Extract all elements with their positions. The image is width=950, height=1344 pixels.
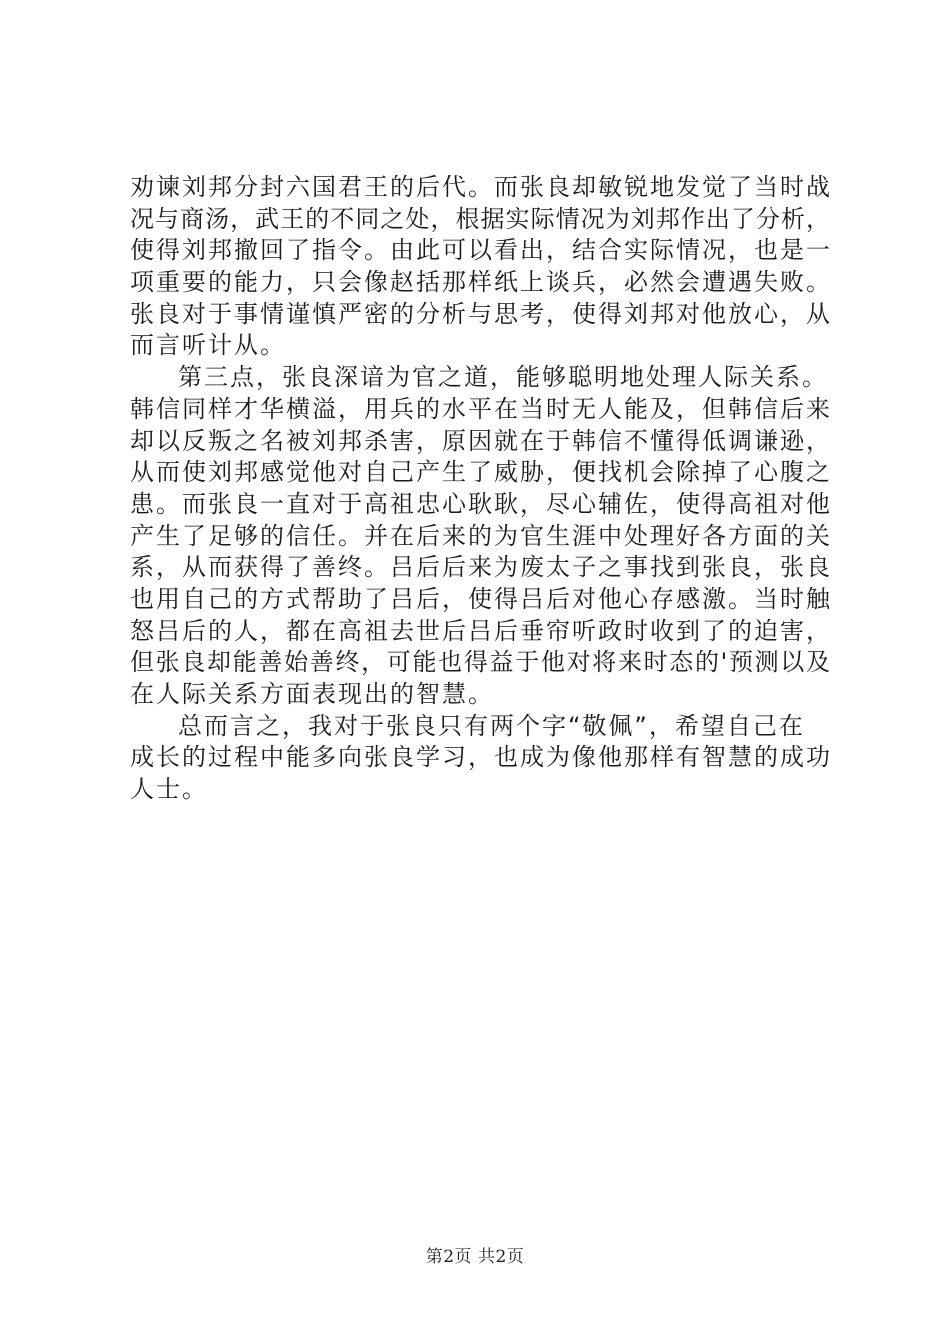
text-line: 系，从而获得了善终。吕后后来为废太子之事找到张良，张良 [130,553,830,582]
text-line: 却以反叛之名被刘邦杀害，原因就在于韩信不懂得低调谦逊， [130,426,830,455]
text-line: 也用自己的方式帮助了吕后，使得吕后对他心存感激。当时触 [130,584,830,613]
text-line: 而言听计从。 [130,331,286,360]
text-line: 但张良却能善始善终，可能也得益于他对将来时态的'预测以及 [130,648,830,677]
text-line: 患。而张良一直对于高祖忠心耿耿，尽心辅佐，使得高祖对他 [130,489,830,518]
body-text [130,172,830,806]
text-line: 怒吕后的人，都在高祖去世后吕后垂帘听政时收到了的迫害， [130,616,830,645]
page-footer [0,1242,950,1267]
page-number-label: 第2页 共2页 [425,1247,525,1267]
text-line: 劝谏刘邦分封六国君王的后代。而张良却敏锐地发觉了当时战 [130,173,830,201]
text-line: 韩信同样才华横溢，用兵的水平在当时无人能及，但韩信后来 [130,394,830,423]
paragraph-start-line: 第三点，张良深谙为官之道，能够聪明地处理人际关系。 [178,363,828,392]
text-line: 在人际关系方面表现出的智慧。 [130,680,494,708]
paragraph-start-line: 总而言之，我对于张良只有两个字“敬佩”，希望自己在 [178,711,805,740]
text-line: 张良对于事情谨慎严密的分析与思考，使得刘邦对他放心，从 [130,299,830,328]
text-line: 产生了足够的信任。并在后来的为官生涯中处理好各方面的关 [130,521,830,550]
text-line: 项重要的能力，只会像赵括那样纸上谈兵，必然会遭遇失败。 [130,268,830,297]
text-line: 人士。 [130,775,208,804]
text-line: 使得刘邦撤回了指令。由此可以看出，结合实际情况，也是一 [130,236,830,265]
text-line: 成长的过程中能多向张良学习，也成为像他那样有智慧的成功 [130,743,830,772]
text-line: 况与商汤，武王的不同之处，根据实际情况为刘邦作出了分析， [130,204,830,233]
text-line: 从而使刘邦感觉他对自己产生了威胁，便找机会除掉了心腹之 [130,458,830,487]
